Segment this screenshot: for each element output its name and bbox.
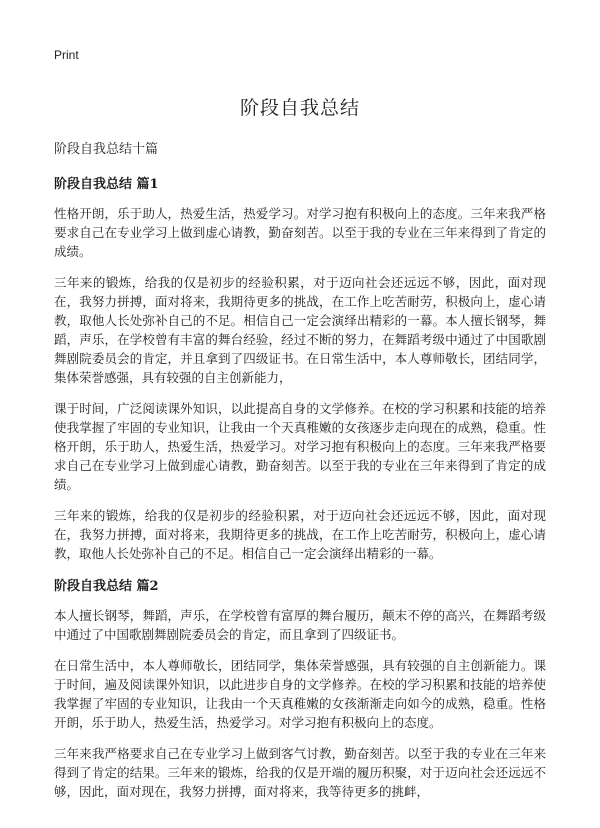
- page-title: 阶段自我总结: [239, 97, 360, 119]
- print-link[interactable]: Print: [54, 48, 79, 62]
- section-heading: 阶段自我总结 篇1: [54, 177, 159, 192]
- paragraph: 本人擅长钢琴，舞蹈，声乐，在学校曾有富厚的舞台履历，颠末不停的高兴，在舞蹈考级中通过了中国歌剧舞剧院委员会的肯定，而且拿到了四级证书。: [54, 608, 546, 642]
- section-1: [54, 173, 546, 563]
- section-2: [54, 575, 546, 801]
- paragraph: 性格开朗，乐于助人，热爱生活，热爱学习。对学习抱有积极向上的态度。三年来我严格要求自己在专业学习上做到虚心请教，勤奋刻苦。以至于我的专业在三年来得到了肯定的成绩。: [54, 206, 546, 259]
- document-subtitle: 阶段自我总结十篇: [54, 142, 159, 157]
- paragraph: 三年来的锻炼，给我的仅是初步的经验积累，对于迈向社会还远远不够，因此，面对现在，我努力拼搏，面对将来，我期待更多的挑战，在工作上吃苦耐劳，积极向上，虚心请教，取他人长处弥补自己的不足。相信自己一定会演绎出精彩的一幕。: [54, 508, 546, 561]
- paragraph: 在日常生活中，本人尊师敬长，团结同学，集体荣誉感强，具有较强的自主创新能力。课于时间，遍及阅读课外知识，以此进步自身的文学修养。在校的学习积累和技能的培养使我掌握了牢固的专业知识，让我由一个天真稚嫩的女孩渐渐走向如今的成熟，稳重。性格开朗，乐于助人，热爱生活，热爱学习。对学习抱有积极向上的态度。: [54, 658, 546, 730]
- section-heading: 阶段自我总结 篇2: [54, 579, 159, 594]
- paragraph: 课于时间，广泛阅读课外知识，以此提高自身的文学修养。在校的学习积累和技能的培养使我掌握了牢固的专业知识，让我由一个天真稚嫩的女孩逐步走向现在的成熟，稳重。性格开朗，乐于助人，热爱生活，热爱学习。对学习抱有积极向上的态度。三年来我严格要求自己在专业学习上做到虚心请教，勤奋刻苦。以至于我的专业在三年来得到了肯定的成绩。: [54, 401, 546, 492]
- paragraph: 三年来的锻炼，给我的仅是初步的经验积累，对于迈向社会还远远不够，因此，面对现在，我努力拼搏，面对将来，我期待更多的挑战，在工作上吃苦耐劳，积极向上，虚心请教，取他人长处弥补自己的不足。相信自己一定会演绎出精彩的一幕。本人擅长钢琴，舞蹈，声乐，在学校曾有丰富的舞台经验，经过不断的努力，在舞蹈考级中通过了中国歌剧舞剧院委员会的肯定，并且拿到了四级证书。在日常生活中，本人尊师敬长，团结同学，集体荣誉感强，具有较强的自主创新能力，: [54, 275, 546, 385]
- paragraph: 三年来我严格要求自己在专业学习上做到客气讨教，勤奋刻苦。以至于我的专业在三年来得到了肯定的结果。三年来的锻炼，给我的仅是开端的履历积聚，对于迈向社会还远远不够，因此，面对现在，我努力拼搏，面对将来，我等待更多的挑衅，: [54, 746, 546, 799]
